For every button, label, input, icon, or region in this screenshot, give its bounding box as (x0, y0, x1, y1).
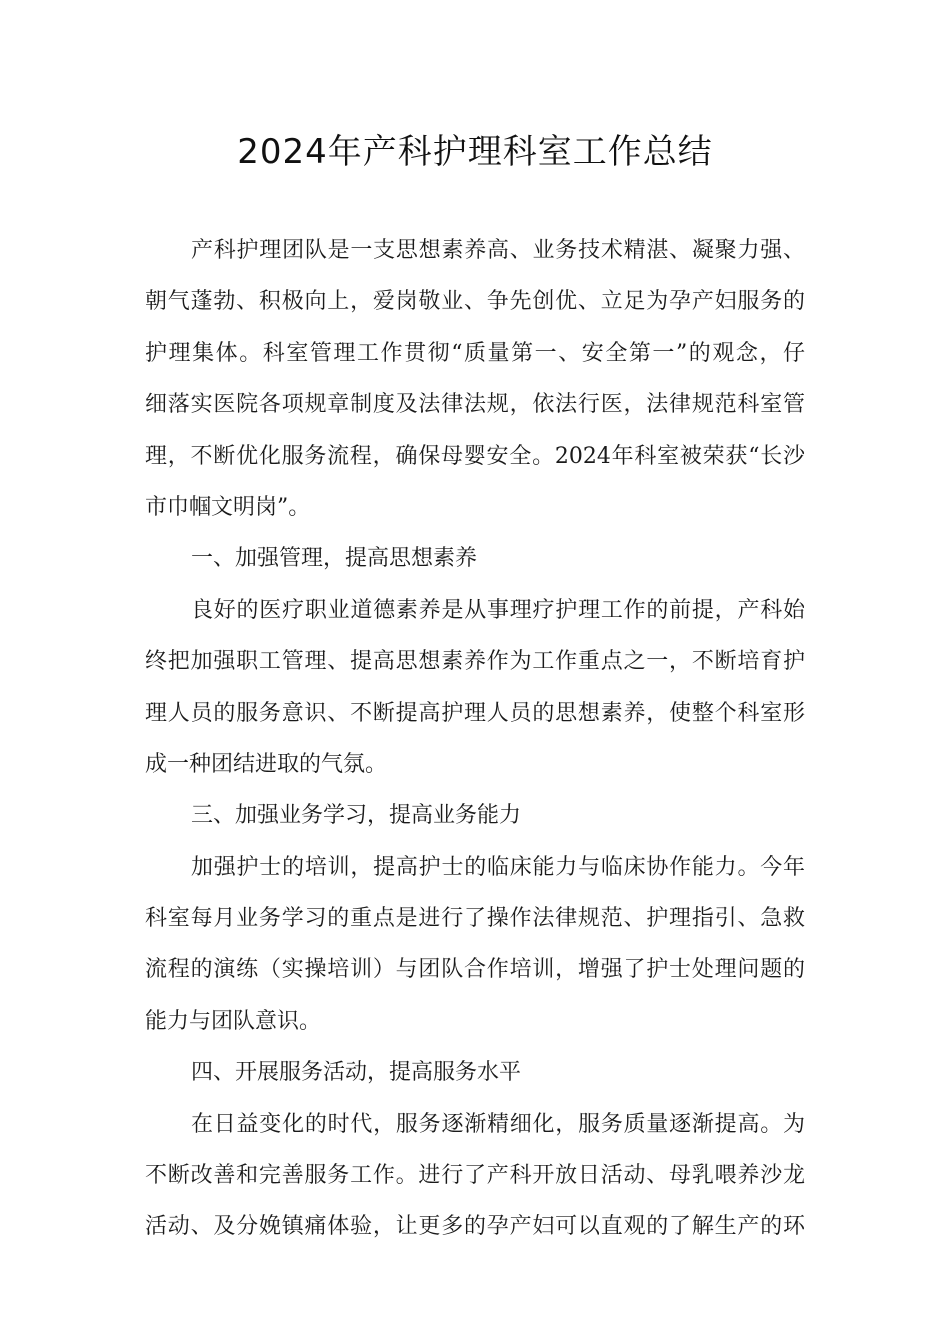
paragraph-line: 理人员的服务意识、不断提高护理人员的思想素养，使整个科室形 (145, 700, 805, 726)
paragraph-line: 流程的演练（实操培训）与团队合作培训，增强了护士处理问题的 (145, 957, 805, 983)
document-title: 2024年产科护理科室工作总结 (237, 132, 713, 172)
paragraph-line: 终把加强职工管理、提高思想素养作为工作重点之一，不断培育护 (145, 649, 805, 675)
paragraph-line: 加强护士的培训，提高护士的临床能力与临床协作能力。今年 (191, 854, 805, 880)
section-heading: 四、开展服务活动，提高服务水平 (191, 1060, 522, 1086)
paragraph-line: 不断改善和完善服务工作。进行了产科开放日活动、母乳喂养沙龙 (145, 1163, 805, 1189)
section-heading: 三、加强业务学习，提高业务能力 (191, 803, 522, 829)
paragraph-line: 良好的医疗职业道德素养是从事理疗护理工作的前提，产科始 (191, 597, 805, 623)
paragraph-line: 理，不断优化服务流程，确保母婴安全。2024年科室被荣获“长沙 (145, 443, 805, 469)
paragraph-line: 市巾帼文明岗”。 (145, 494, 311, 520)
paragraph-line: 在日益变化的时代，服务逐渐精细化，服务质量逐渐提高。为 (191, 1111, 805, 1137)
paragraph-line: 科室每月业务学习的重点是进行了操作法律规范、护理指引、急救 (145, 906, 805, 932)
paragraph-line: 产科护理团队是一支思想素养高、业务技术精湛、凝聚力强、 (191, 238, 805, 263)
paragraph-line: 成一种团结进取的气氛。 (145, 751, 388, 777)
section-heading: 一、加强管理，提高思想素养 (191, 546, 478, 572)
paragraph-line: 能力与团队意识。 (145, 1008, 322, 1034)
paragraph-line: 朝气蓬勃、积极向上，爱岗敬业、争先创优、立足为孕产妇服务的 (145, 289, 805, 315)
paragraph-line: 护理集体。科室管理工作贯彻“质量第一、安全第一”的观念，仔 (145, 340, 805, 366)
paragraph-line: 细落实医院各项规章制度及法律法规，依法行医，法律规范科室管 (145, 392, 805, 418)
document-body (145, 225, 805, 1253)
paragraph-line: 活动、及分娩镇痛体验，让更多的孕产妇可以直观的了解生产的环 (145, 1214, 805, 1240)
